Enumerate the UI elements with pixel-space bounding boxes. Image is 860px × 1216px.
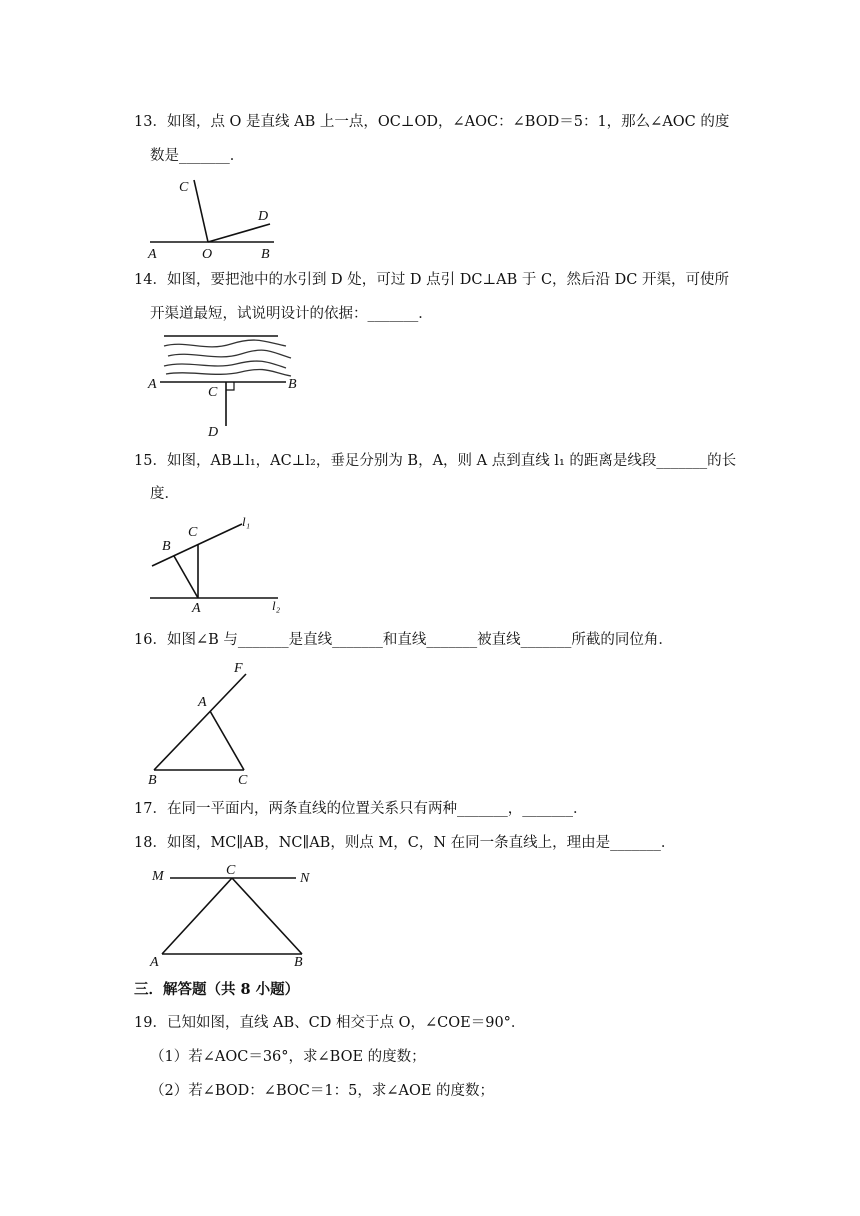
q15-text-line1: 15．如图，AB⊥l₁，AC⊥l₂，垂足分别为 B，A，则 A 点到直线 l₁ 的距离是线段_______的长 bbox=[134, 453, 737, 469]
q19-sub1: （1）若∠AOC＝36°，求∠BOE 的度数； bbox=[150, 1049, 426, 1065]
q18-text-line1: 18．如图，MC∥AB，NC∥AB，则点 M，C，N 在同一条直线上，理由是_______． bbox=[134, 835, 676, 851]
q18-label-b: B bbox=[294, 955, 303, 970]
q14-figure bbox=[146, 330, 306, 440]
q13-label-d: D bbox=[258, 209, 269, 224]
q15-label-c: C bbox=[188, 525, 198, 540]
q17-text-line1: 17．在同一平面内，两条直线的位置关系只有两种_______，_______． bbox=[134, 801, 588, 817]
q18-label-m: M bbox=[152, 869, 164, 884]
q14-label-c: C bbox=[208, 385, 218, 400]
q13-figure bbox=[146, 176, 276, 260]
q15-label-a: A bbox=[192, 601, 201, 614]
q14-label-a: A bbox=[148, 377, 157, 392]
q16-label-c: C bbox=[238, 773, 248, 786]
q18-label-a: A bbox=[150, 955, 159, 970]
q16-label-b: B bbox=[148, 773, 157, 786]
q15-label-l1: l₁ bbox=[242, 514, 251, 529]
q14-label-d: D bbox=[208, 425, 219, 440]
q13-label-c: C bbox=[179, 180, 189, 195]
q13-text-line2: 数是_______． bbox=[150, 148, 245, 164]
q13-label-b: B bbox=[261, 247, 270, 260]
q15-text-line2: 度． bbox=[150, 486, 179, 502]
q14-text-line1: 14．如图，要把池中的水引到 D 处，可过 D 点引 DC⊥AB 于 C，然后沿 DC 开渠，可使所 bbox=[134, 272, 729, 288]
q18-label-n: N bbox=[300, 871, 310, 886]
q13-label-a: A bbox=[148, 247, 157, 260]
q14-text-line2: 开渠道最短，试说明设计的依据：_______． bbox=[150, 306, 433, 322]
q13-label-o: O bbox=[202, 247, 213, 260]
q19-text-line1: 19．已知如图，直线 AB、CD 相交于点 O，∠COE＝90°． bbox=[134, 1015, 526, 1031]
q15-label-l2: l₂ bbox=[272, 598, 281, 613]
q13-text-line1: 13．如图，点 O 是直线 AB 上一点，OC⊥OD，∠AOC：∠BOD＝5：1，那么∠AOC 的度 bbox=[134, 114, 730, 130]
q15-figure bbox=[146, 512, 286, 614]
q16-label-f: F bbox=[234, 661, 243, 676]
q15-label-b: B bbox=[162, 539, 171, 554]
q18-figure bbox=[146, 858, 326, 970]
q18-label-c: C bbox=[226, 863, 236, 878]
q16-figure bbox=[146, 658, 266, 786]
q19-sub2: （2）若∠BOD：∠BOC＝1：5，求∠AOE 的度数； bbox=[150, 1083, 495, 1099]
q16-label-a: A bbox=[198, 695, 207, 710]
section-3-heading: 三．解答题（共 8 小题） bbox=[134, 981, 300, 998]
q14-label-b: B bbox=[288, 377, 297, 392]
q16-text-line1: 16．如图∠B 与_______是直线_______和直线_______被直线_______所截的同位角． bbox=[134, 632, 673, 648]
